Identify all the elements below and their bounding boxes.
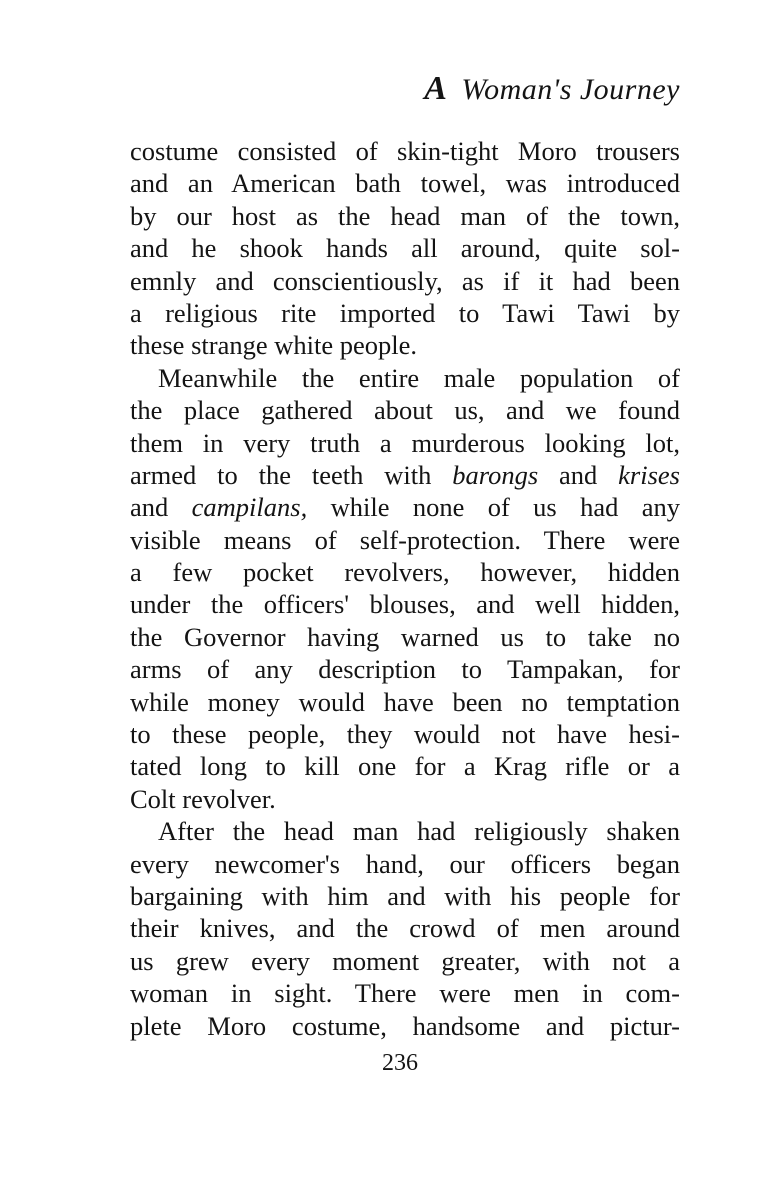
text-line: emnly and conscientiously, as if it had been (130, 265, 680, 296)
page-number: 236 (382, 1050, 418, 1076)
text-line: bargaining with him and with his people for (130, 880, 680, 911)
text-line: woman in sight. There were men in com- (130, 978, 680, 1009)
text-line: arms of any description to Tampakan, for (130, 654, 680, 685)
text-line: these strange white people. (130, 330, 417, 361)
text-line: and an American bath towel, was introduced (130, 168, 680, 199)
text-line: Colt revolver. (130, 783, 276, 814)
running-head (424, 70, 680, 108)
text-line: their knives, and the crowd of men around (130, 913, 680, 944)
text-line: us grew every moment greater, with not a (130, 945, 680, 976)
text-line: costume consisted of skin-tight Moro trousers (130, 136, 680, 166)
running-head-title: Woman's Journey (461, 73, 680, 106)
text-line: tated long to kill one for a Krag rifle or a (130, 751, 680, 782)
text-line: a religious rite imported to Tawi Tawi by (130, 297, 680, 328)
text-line: plete Moro costume, handsome and pictur- (130, 1010, 680, 1041)
text-line: visible means of self-protection. There were (130, 524, 680, 555)
text-line: them in very truth a murderous looking lot, (130, 427, 680, 458)
text-line: to these people, they would not have hesi- (130, 719, 680, 750)
italic-term: barongs (452, 459, 539, 490)
text-line: and campilans, while none of us had any (130, 492, 680, 523)
text-line: a few pocket revolvers, however, hidden (130, 557, 680, 588)
text-line: and he shook hands all around, quite sol- (130, 233, 680, 264)
text-line: every newcomer's hand, our officers began (130, 848, 680, 879)
text-line: by our host as the head man of the town, (130, 200, 680, 231)
text-line: armed to the teeth with barongs and krises (130, 459, 680, 490)
text-line: Meanwhile the entire male population of (158, 362, 680, 393)
text-line: After the head man had religiously shaken (158, 816, 680, 847)
italic-term: krises (618, 459, 680, 490)
italic-term: campilans, (191, 492, 308, 523)
text-line: under the officers' blouses, and well hidden, (130, 589, 680, 620)
text-line: the place gathered about us, and we found (130, 395, 680, 426)
running-head-initial: A (424, 70, 448, 107)
text-line: while money would have been no temptation (130, 686, 680, 717)
body-text (130, 135, 680, 1042)
text-line: the Governor having warned us to take no (130, 621, 680, 652)
